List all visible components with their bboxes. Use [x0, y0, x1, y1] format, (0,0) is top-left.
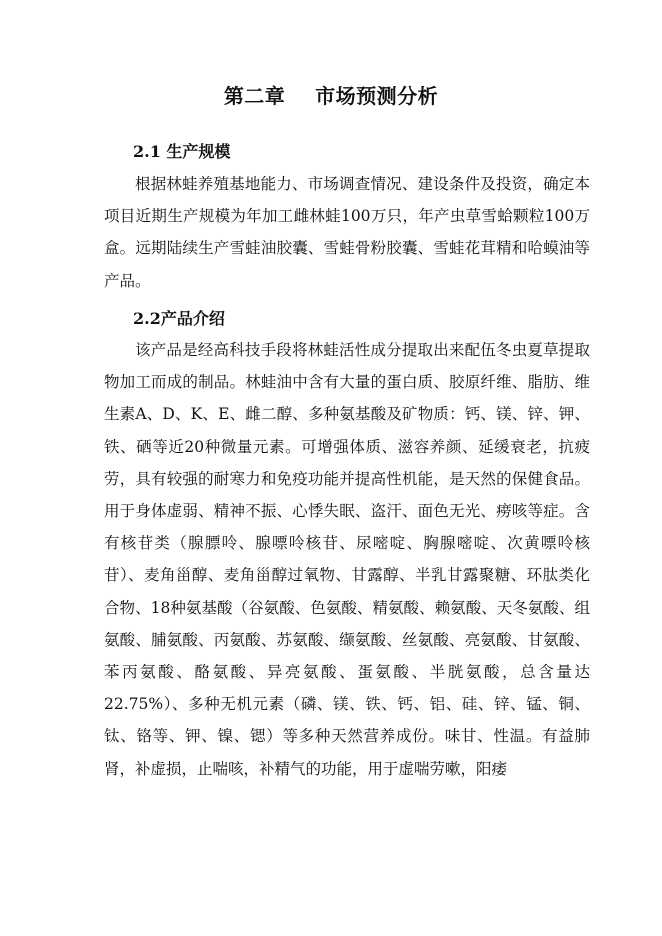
section-paragraph-production-scale: 根据林蛙养殖基地能力、市场调查情况、建设条件及投资，确定本项目近期生产规模为年加工雌林蛙100万只，年产虫草雪蛤颗粒100万盒。远期陆续生产雪蛙油胶囊、雪蛙骨粉胶囊、雪蛙花茸精和哈蟆油等产品。 [104, 175, 590, 290]
section-heading-product-intro: 2.2产品介绍 [133, 309, 225, 328]
section-paragraph-product-intro: 该产品是经高科技手段将林蛙活性成分提取出来配伍冬虫夏草提取物加工而成的制品。林蛙油中含有大量的蛋白质、胶原纤维、脂肪、维生素A、D、K、E、雌二醇、多种氨基酸及矿物质：钙、镁、锌、钾、铁、硒等近20种微量元素。可增强体质、滋容养颜、延缓衰老，抗疲劳，具有较强的耐寒力和免疫功能并提高性机能，是天然的保健食品。用于身体虚弱、精神不振、心悸失眠、盗汗、面色无光、痨咳等症。含有核苷类（腺膘呤、腺嘌呤核苷、尿嘧啶、胸腺嘧啶、次黄嘌呤核苷）、麦角甾醇、麦角甾醇过氧物、甘露醇、半乳甘露聚糖、环肽类化合物、18种氨基酸（谷氨酸、色氨酸、精氨酸、赖氨酸、天冬氨酸、组氨酸、脯氨酸、丙氨酸、苏氨酸、缬氨酸、丝氨酸、亮氨酸、甘氨酸、苯丙氨酸、酪氨酸、异亮氨酸、蛋氨酸、半胱氨酸，总含量达22.75%）、多种无机元素（磷、镁、铁、钙、铝、硅、锌、锰、铜、钛、铬等、钾、镍、锶）等多种天然营养成份。味甘、性温。有益肺肾，补虚损，止喘咳，补精气的功能，用于虚喘劳嗽，阳痿 [104, 341, 590, 778]
section-heading-production-scale: 2.1 生产规模 [133, 142, 231, 161]
chapter-title: 第二章 市场预测分析 [223, 84, 439, 108]
